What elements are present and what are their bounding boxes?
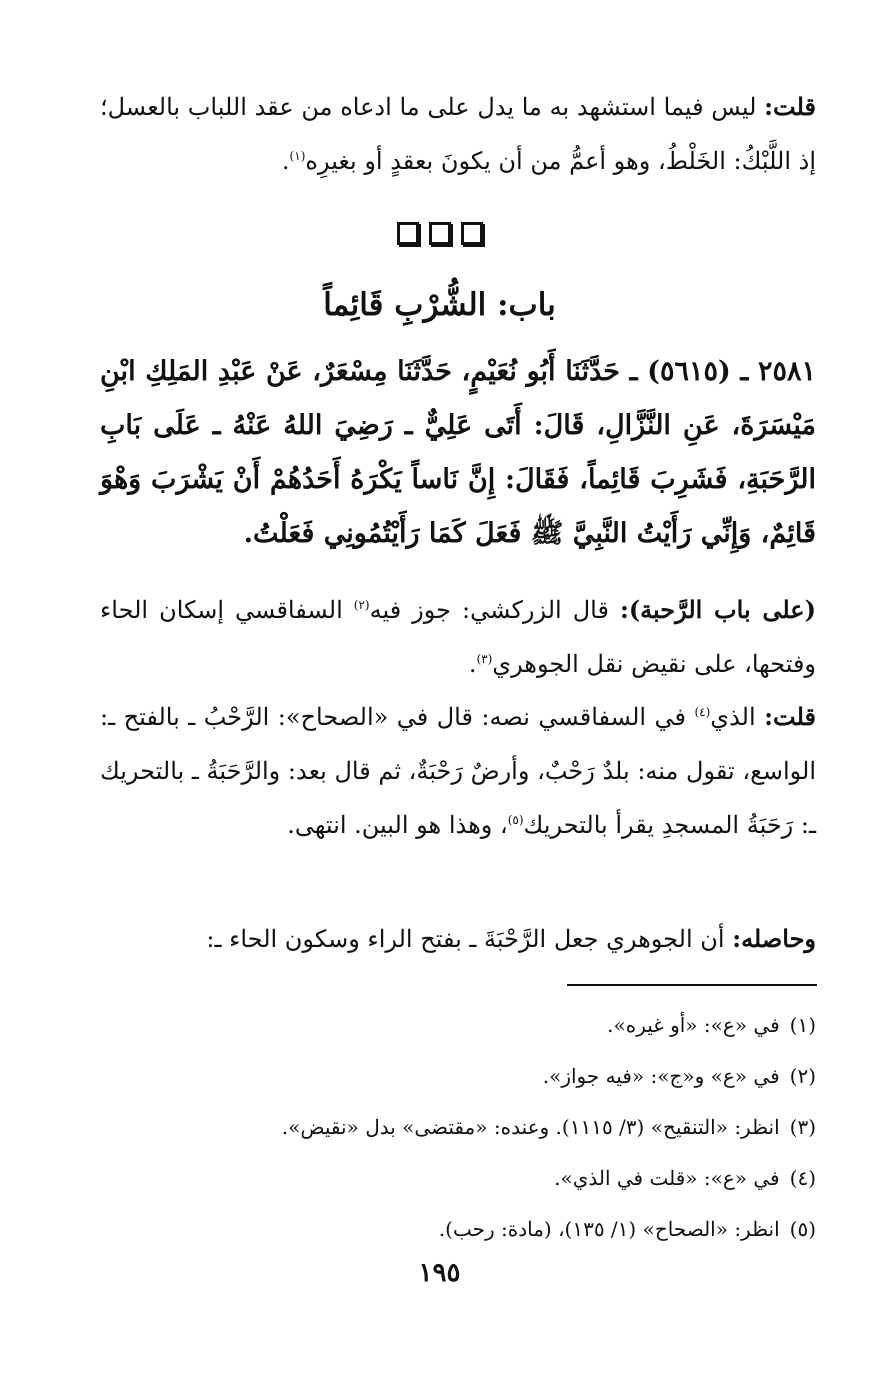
footnote-text: في «ع» و«ج»: «فيه جواز».	[542, 1064, 780, 1088]
footnote-text: في «ع»: «أو غيره».	[607, 1013, 780, 1037]
footnote-number: (٤)	[789, 1166, 816, 1190]
footnote-text: انظر: «التنقيح» (٣/ ١١١٥). وعنده: «مقتضى» بدل «نقيض».	[281, 1115, 780, 1139]
commentary-paragraph-1	[100, 583, 816, 691]
intro-end: .	[281, 147, 290, 175]
footnote-item	[100, 1153, 816, 1204]
footnote-item	[100, 1204, 816, 1255]
footnote-text: في «ع»: «قلت في الذي».	[554, 1166, 780, 1190]
footnote-ref-1[interactable]: (١)	[289, 149, 306, 163]
hadith-number: ٢٥٨١ ـ (٥٦١٥) ـ	[629, 356, 816, 387]
footnote-item	[100, 1000, 816, 1051]
footnote-number: (١)	[789, 1013, 816, 1037]
footnote-number: (٣)	[789, 1115, 816, 1139]
para3-text: أن الجوهري جعل الرَّحْبَةَ ـ بفتح الراء وسكون الحاء ـ:	[206, 925, 725, 953]
footnote-ref-2[interactable]: (٢)	[353, 598, 370, 612]
chapter-title: باب: الشُّرْبِ قَائِماً	[323, 287, 556, 323]
separator-square-icon	[461, 222, 483, 245]
para2-label: قلت:	[764, 702, 816, 731]
para3-label: وحاصله:	[732, 924, 816, 953]
hadith-text: حَدَّثَنَا أَبُو نُعَيْمٍ، حَدَّثَنَا مِسْعَرٌ، عَنْ عَبْدِ المَلِكِ ابْنِ مَيْسَرَةَ، عَنِ النَّزَّالِ، قَالَ: أَتَى عَلِيٌّ ـ رَضِيَ اللهُ عَنْهُ ـ عَلَى بَابِ الرَّحَبَةِ، فَشَرِبَ قَائِماً، فَقَالَ: إِنَّ نَاساً يَكْرَهُ أَحَدُهُمْ أَنْ يَشْرَبَ وَهْوَ قَائِمٌ، وَإِنِّي رَأَيْتُ النَّبِيَّ ﷺ فَعَلَ كَمَا رَأَيْتُمُونِي فَعَلْتُ.	[100, 356, 816, 549]
footnotes-list	[100, 1000, 816, 1255]
footnote-text: انظر: «الصحاح» (١/ ١٣٥)، (مادة: رحب).	[438, 1217, 780, 1241]
page-number: ١٩٥	[418, 1258, 461, 1288]
para1-text-b: السفاقسي إسكان الحاء وفتحها، على نقيض نقل الجوهري	[100, 596, 816, 678]
footnote-item	[100, 1051, 816, 1102]
para2-text-c: ، وهذا هو البين. انتهى.	[287, 811, 508, 839]
hadith-paragraph	[100, 345, 816, 561]
footnote-number: (٥)	[789, 1217, 816, 1241]
separator-square-icon	[429, 222, 451, 245]
footnote-ref-3[interactable]: (٣)	[476, 652, 493, 666]
commentary-paragraph-3	[100, 912, 816, 966]
footnote-divider	[567, 984, 817, 986]
footnote-ref-5[interactable]: (٥)	[507, 813, 524, 827]
intro-label: قلت:	[764, 92, 816, 121]
intro-paragraph	[100, 80, 816, 188]
footnote-ref-4[interactable]: (٤)	[694, 705, 711, 719]
section-separator	[0, 222, 879, 245]
intro-text: ليس فيما استشهد به ما يدل على ما ادعاه من عقد اللباب بالعسل؛ إذ اللَّبْكُ: الخَلْطُ، وهو أعمُّ من أن يكونَ بعقدٍ أو بغيرِه	[100, 93, 816, 175]
para2-text-a: الذي	[710, 703, 756, 731]
para1-label: (على باب الرَّحبة):	[619, 595, 816, 624]
para1-end: .	[468, 650, 477, 678]
footnote-item	[100, 1102, 816, 1153]
para1-text-a: قال الزركشي: جوز فيه	[369, 596, 609, 624]
footnote-number: (٢)	[789, 1064, 816, 1088]
separator-square-icon	[397, 222, 419, 245]
para2-text-b: في السفاقسي نصه: قال في «الصحاح»: الرَّحْبُ ـ بالفتح ـ: الواسع، تقول منه: بلدٌ رَحْبٌ، وأرضٌ رَحْبَةٌ، ثم قال بعد: والرَّحَبَةُ ـ بالتحريك ـ: رَحَبَةُ المسجدِ يقرأ بالتحريك	[100, 703, 816, 839]
commentary-paragraph-2	[100, 690, 816, 852]
